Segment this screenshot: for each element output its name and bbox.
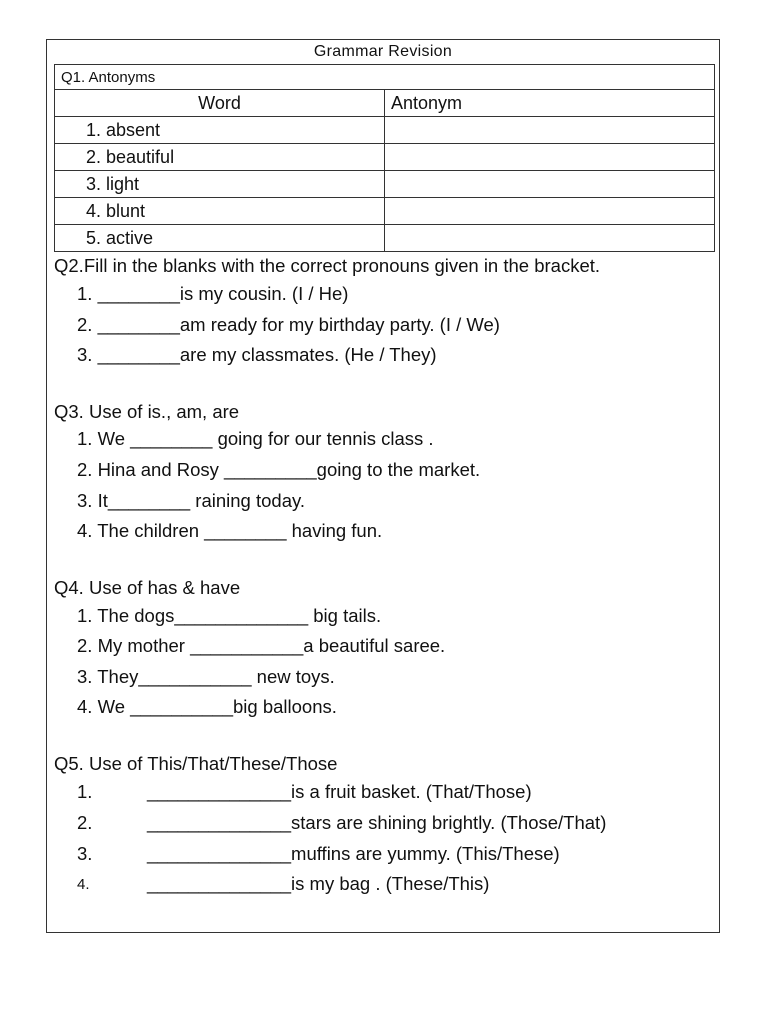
word-cell: 3. light: [55, 171, 385, 198]
q3-item: 4. The children ________ having fun.: [77, 520, 383, 541]
antonym-answer-cell[interactable]: [385, 171, 715, 198]
antonym-answer-cell[interactable]: [385, 225, 715, 252]
q2-item: 3. ________are my classmates. (He / They): [77, 344, 437, 365]
q4-item: 3. They___________ new toys.: [77, 666, 335, 687]
q5-item-text: ______________stars are shining brightly. (Those/That): [147, 812, 607, 833]
q2-item: 1. ________is my cousin. (I / He): [77, 283, 349, 304]
q5-item-text: ______________is a fruit basket. (That/Those): [147, 781, 532, 802]
q1-heading: Q1. Antonyms: [55, 65, 715, 90]
q5-item-number: 2.: [77, 812, 93, 833]
table-row: [55, 144, 715, 171]
antonym-answer-cell[interactable]: [385, 117, 715, 144]
q2-heading: Q2.Fill in the blanks with the correct pronouns given in the bracket.: [54, 255, 601, 276]
antonym-answer-cell[interactable]: [385, 198, 715, 225]
q4-item: 1. The dogs_____________ big tails.: [77, 605, 382, 626]
q3-item: 1. We ________ going for our tennis class .: [77, 428, 434, 449]
q5-item-text: ______________is my bag . (These/This): [147, 873, 490, 894]
antonym-answer-cell[interactable]: [385, 144, 715, 171]
q2-item: 2. ________am ready for my birthday party. (I / We): [77, 314, 500, 335]
word-cell: 2. beautiful: [55, 144, 385, 171]
table-row: [55, 171, 715, 198]
antonyms-table: [54, 64, 715, 252]
table-row: [55, 198, 715, 225]
word-column-header: Word: [55, 90, 385, 117]
antonym-column-header: Antonym: [385, 90, 715, 117]
q3-heading: Q3. Use of is., am, are: [54, 401, 240, 422]
word-cell: 5. active: [55, 225, 385, 252]
word-cell: 1. absent: [55, 117, 385, 144]
q5-item-text: ______________muffins are yummy. (This/These): [147, 843, 560, 864]
word-cell: 4. blunt: [55, 198, 385, 225]
q5-item-number: 1.: [77, 781, 93, 802]
q5-item-number: 4.: [77, 876, 90, 893]
table-row: [55, 225, 715, 252]
page-title: Grammar Revision: [313, 43, 453, 60]
q5-heading: Q5. Use of This/That/These/Those: [54, 753, 338, 774]
q5-item-number: 3.: [77, 843, 93, 864]
worksheet: [46, 39, 720, 933]
q3-item: 2. Hina and Rosy _________going to the market.: [77, 459, 481, 480]
table-row: [55, 117, 715, 144]
q4-item: 4. We __________big balloons.: [77, 696, 337, 717]
q4-item: 2. My mother ___________a beautiful saree.: [77, 635, 446, 656]
q3-item: 3. It________ raining today.: [77, 490, 305, 511]
q4-heading: Q4. Use of has & have: [54, 577, 241, 598]
